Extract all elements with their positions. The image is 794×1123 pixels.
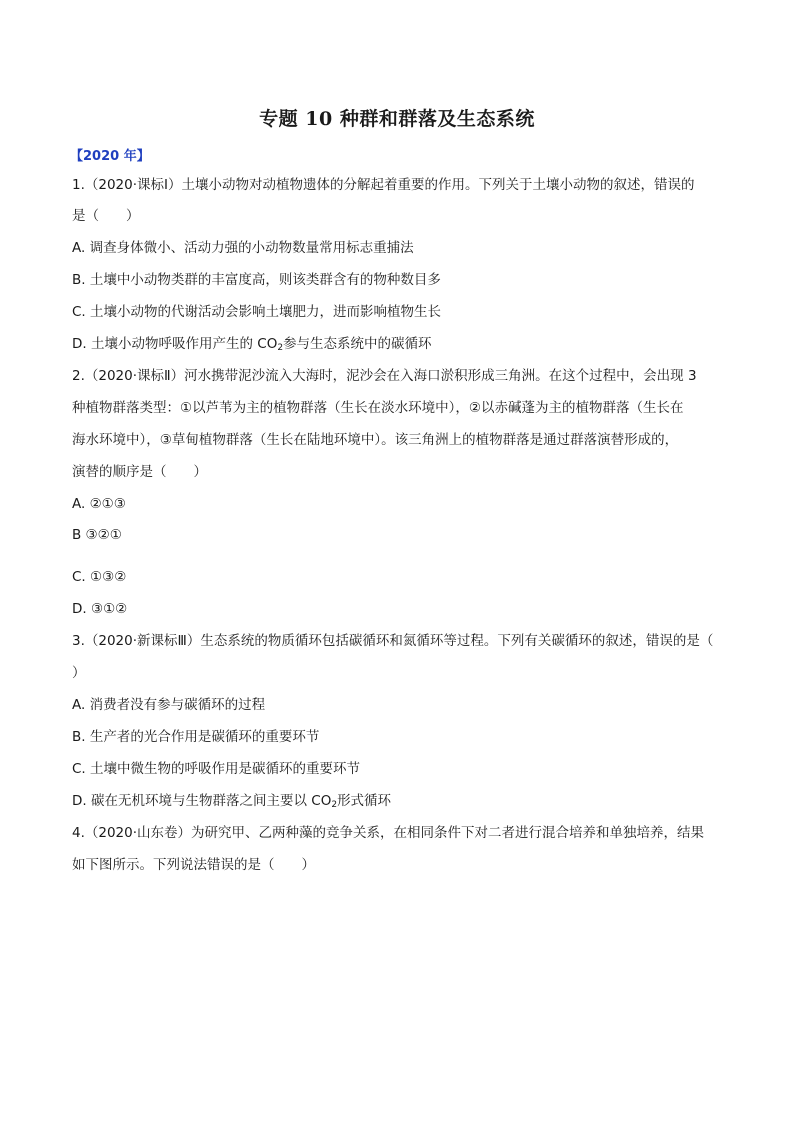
q3-option-d-subscript: 2 xyxy=(331,800,338,810)
q4-stem-line2: 如下图所示。下列说法错误的是（ ） xyxy=(72,857,315,873)
q2-stem-line2: 种植物群落类型：①以芦苇为主的植物群落（生长在淡水环境中），②以赤碱蓬为主的植物群落（生长在 xyxy=(72,400,684,416)
q1-option-b: B. 土壤中小动物类群的丰富度高，则该类群含有的物种数目多 xyxy=(72,272,441,288)
q1-stem-line1: 1.（2020·课标Ⅰ）土壤小动物对动植物遗体的分解起着重要的作用。下列关于土壤小动物的叙述，错误的 xyxy=(72,177,695,193)
q3-option-d-tail: 形式循环 xyxy=(337,793,392,809)
q3-stem-line1: 3.（2020·新课标Ⅲ）生态系统的物质循环包括碳循环和氮循环等过程。下列有关碳循环的叙述，错误的是（ xyxy=(72,633,714,649)
q3-option-d xyxy=(72,791,732,815)
q3-option-a: A. 消费者没有参与碳循环的过程 xyxy=(72,697,266,713)
q2-stem-line4: 演替的顺序是（ ） xyxy=(72,464,207,480)
q3-stem-line2: ） xyxy=(72,665,86,681)
q3-option-c: C. 土壤中微生物的呼吸作用是碳循环的重要环节 xyxy=(72,761,361,777)
q1-option-d-tail: 参与生态系统中的碳循环 xyxy=(283,336,432,352)
q1-option-a: A. 调查身体微小、活动力强的小动物数量常用标志重捕法 xyxy=(72,240,414,256)
q1-option-d-text: D. 土壤小动物呼吸作用产生的 CO xyxy=(72,336,278,352)
q1-option-c: C. 土壤小动物的代谢活动会影响土壤肥力，进而影响植物生长 xyxy=(72,304,442,320)
q2-option-b: B ③②① xyxy=(72,527,122,543)
q2-option-c: C. ①③② xyxy=(72,569,127,585)
q2-option-a: A. ②①③ xyxy=(72,496,126,512)
q2-stem-line1: 2.（2020·课标Ⅱ）河水携带泥沙流入大海时，泥沙会在入海口淤积形成三角洲。在这个过程中，会出现 3 xyxy=(72,368,697,384)
q1-option-d-subscript: 2 xyxy=(277,343,284,353)
section-heading: 【2020 年】 xyxy=(70,149,150,164)
q2-option-d: D. ③①② xyxy=(72,601,128,617)
q2-stem-line3: 海水环境中），③草甸植物群落（生长在陆地环境中）。该三角洲上的植物群落是通过群落演替形成的， xyxy=(72,432,679,448)
q4-stem-line1: 4.（2020·山东卷）为研究甲、乙两种藻的竞争关系，在相同条件下对二者进行混合培养和单独培养，结果 xyxy=(72,825,705,841)
q3-option-b: B. 生产者的光合作用是碳循环的重要环节 xyxy=(72,729,320,745)
q3-option-d-text: D. 碳在无机环境与生物群落之间主要以 CO xyxy=(72,793,332,809)
q1-option-d xyxy=(72,334,732,358)
page-title: 专题 10 种群和群落及生态系统 xyxy=(259,108,535,130)
q1-stem-line2: 是（ ） xyxy=(72,208,140,224)
